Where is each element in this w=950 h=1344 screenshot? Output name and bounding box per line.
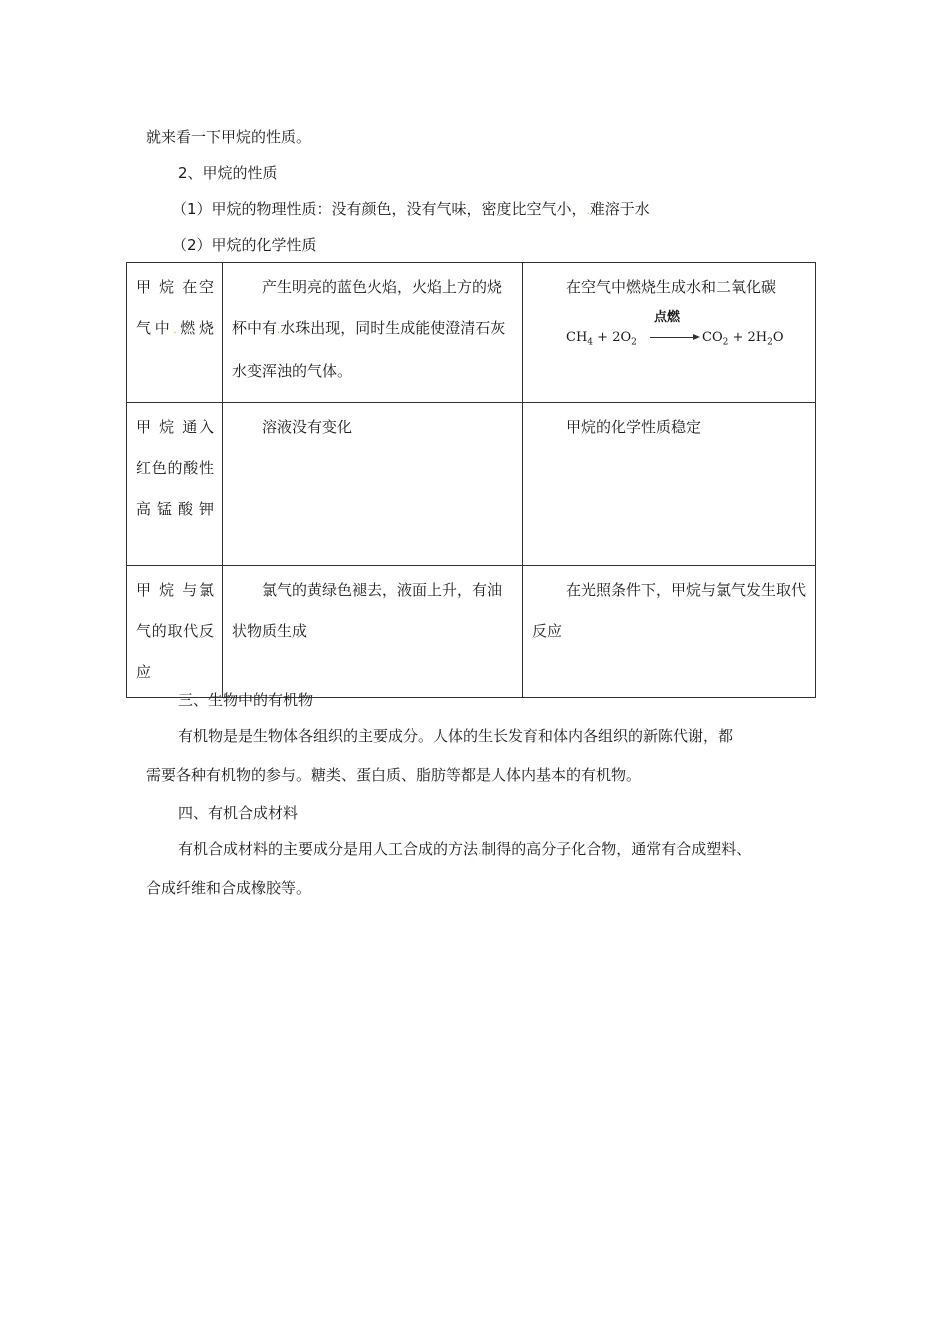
dot-mark: . xyxy=(478,846,482,857)
intro-line: 就来看一下甲烷的性质。 xyxy=(146,128,312,146)
section3-paragraph-line2: 需要各种有机物的参与。糖类、蛋白质、脂肪等都是人体内基本的有机物。 xyxy=(146,766,642,784)
section4-paragraph-line2: 合成纤维和合成橡胶等。 xyxy=(146,879,312,897)
conclusion-cell: 甲烷的化学性质稳定 xyxy=(523,403,816,566)
equation-products xyxy=(702,328,784,353)
phenomenon-text-end: 水珠出现，同时生成能使澄清石灰水变浑浊的气体。 xyxy=(232,319,506,380)
methane-properties-table xyxy=(126,262,816,698)
co2-symbol: CO xyxy=(702,330,723,345)
chemical-properties-heading: （2）甲烷的化学性质 xyxy=(172,236,317,254)
section2-heading: 2、甲烷的性质 xyxy=(178,164,278,182)
phenomenon-cell: 溶液没有变化 xyxy=(223,403,523,566)
ch-symbol: CH xyxy=(566,330,588,345)
physical-properties-text-end: 难溶于水 xyxy=(589,200,650,218)
table-row xyxy=(127,263,816,403)
experiment-label-cell: 甲 烷 通入红色的酸性高锰酸钾 xyxy=(127,403,223,566)
o2-subscript: 2 xyxy=(631,337,637,348)
phenomenon-text: 产生明亮的蓝色火焰，火焰上方的烧杯中有 xyxy=(232,278,503,337)
experiment-label-cell: 甲 烷 与氯气的取代反应 xyxy=(127,566,223,698)
section4-paragraph-text-end: 制得的高分子化合物，通常有合成塑料、 xyxy=(481,840,752,858)
physical-properties-text: （1）甲烷的物理性质：没有颜色，没有气味，密度比空气小， xyxy=(172,200,587,218)
o2-symbol: + 2O xyxy=(593,330,632,345)
combustion-equation xyxy=(532,308,807,350)
conclusion-cell xyxy=(523,263,816,403)
section4-paragraph-text: 有机合成材料的主要成分是用人工合成的方法 xyxy=(178,840,479,858)
section3-paragraph-line1: 有机物是是生物体各组织的主要成分。人体的生长发育和体内各组织的新陈代谢，都 xyxy=(178,727,734,745)
conclusion-cell: 在光照条件下，甲烷与氯气发生取代反应 xyxy=(523,566,816,698)
table-row xyxy=(127,403,816,566)
equation-reactants xyxy=(566,328,637,353)
section4-heading: 四、有机合成材料 xyxy=(178,804,299,822)
reaction-condition: 点燃 xyxy=(654,310,681,325)
section3-heading: 三、生物中的有机物 xyxy=(178,691,314,709)
h2o-subscript: 2 xyxy=(767,337,773,348)
phenomenon-cell: 氯气的黄绿色褪去，液面上升，有油状物质生成 xyxy=(223,566,523,698)
dot-mark: . xyxy=(277,325,281,336)
experiment-label-end: 燃烧 xyxy=(176,319,214,337)
dot-mark: . xyxy=(586,206,590,217)
phenomenon-cell xyxy=(223,263,523,403)
section4-paragraph-line1 xyxy=(178,839,751,862)
experiment-label: 甲 烷 在空气中 xyxy=(136,278,214,337)
ch-subscript: 4 xyxy=(587,337,594,348)
h2o-symbol: + 2H xyxy=(728,330,768,345)
conclusion-text: 在空气中燃烧生成水和二氧化碳 xyxy=(566,278,777,296)
co2-subscript: 2 xyxy=(722,337,729,348)
table-row xyxy=(127,566,816,698)
experiment-label-cell xyxy=(127,263,223,403)
physical-properties-line xyxy=(172,199,650,222)
h2o-o-symbol: O xyxy=(772,330,784,345)
dot-mark: . xyxy=(173,325,177,336)
reaction-arrow-icon xyxy=(650,337,698,338)
